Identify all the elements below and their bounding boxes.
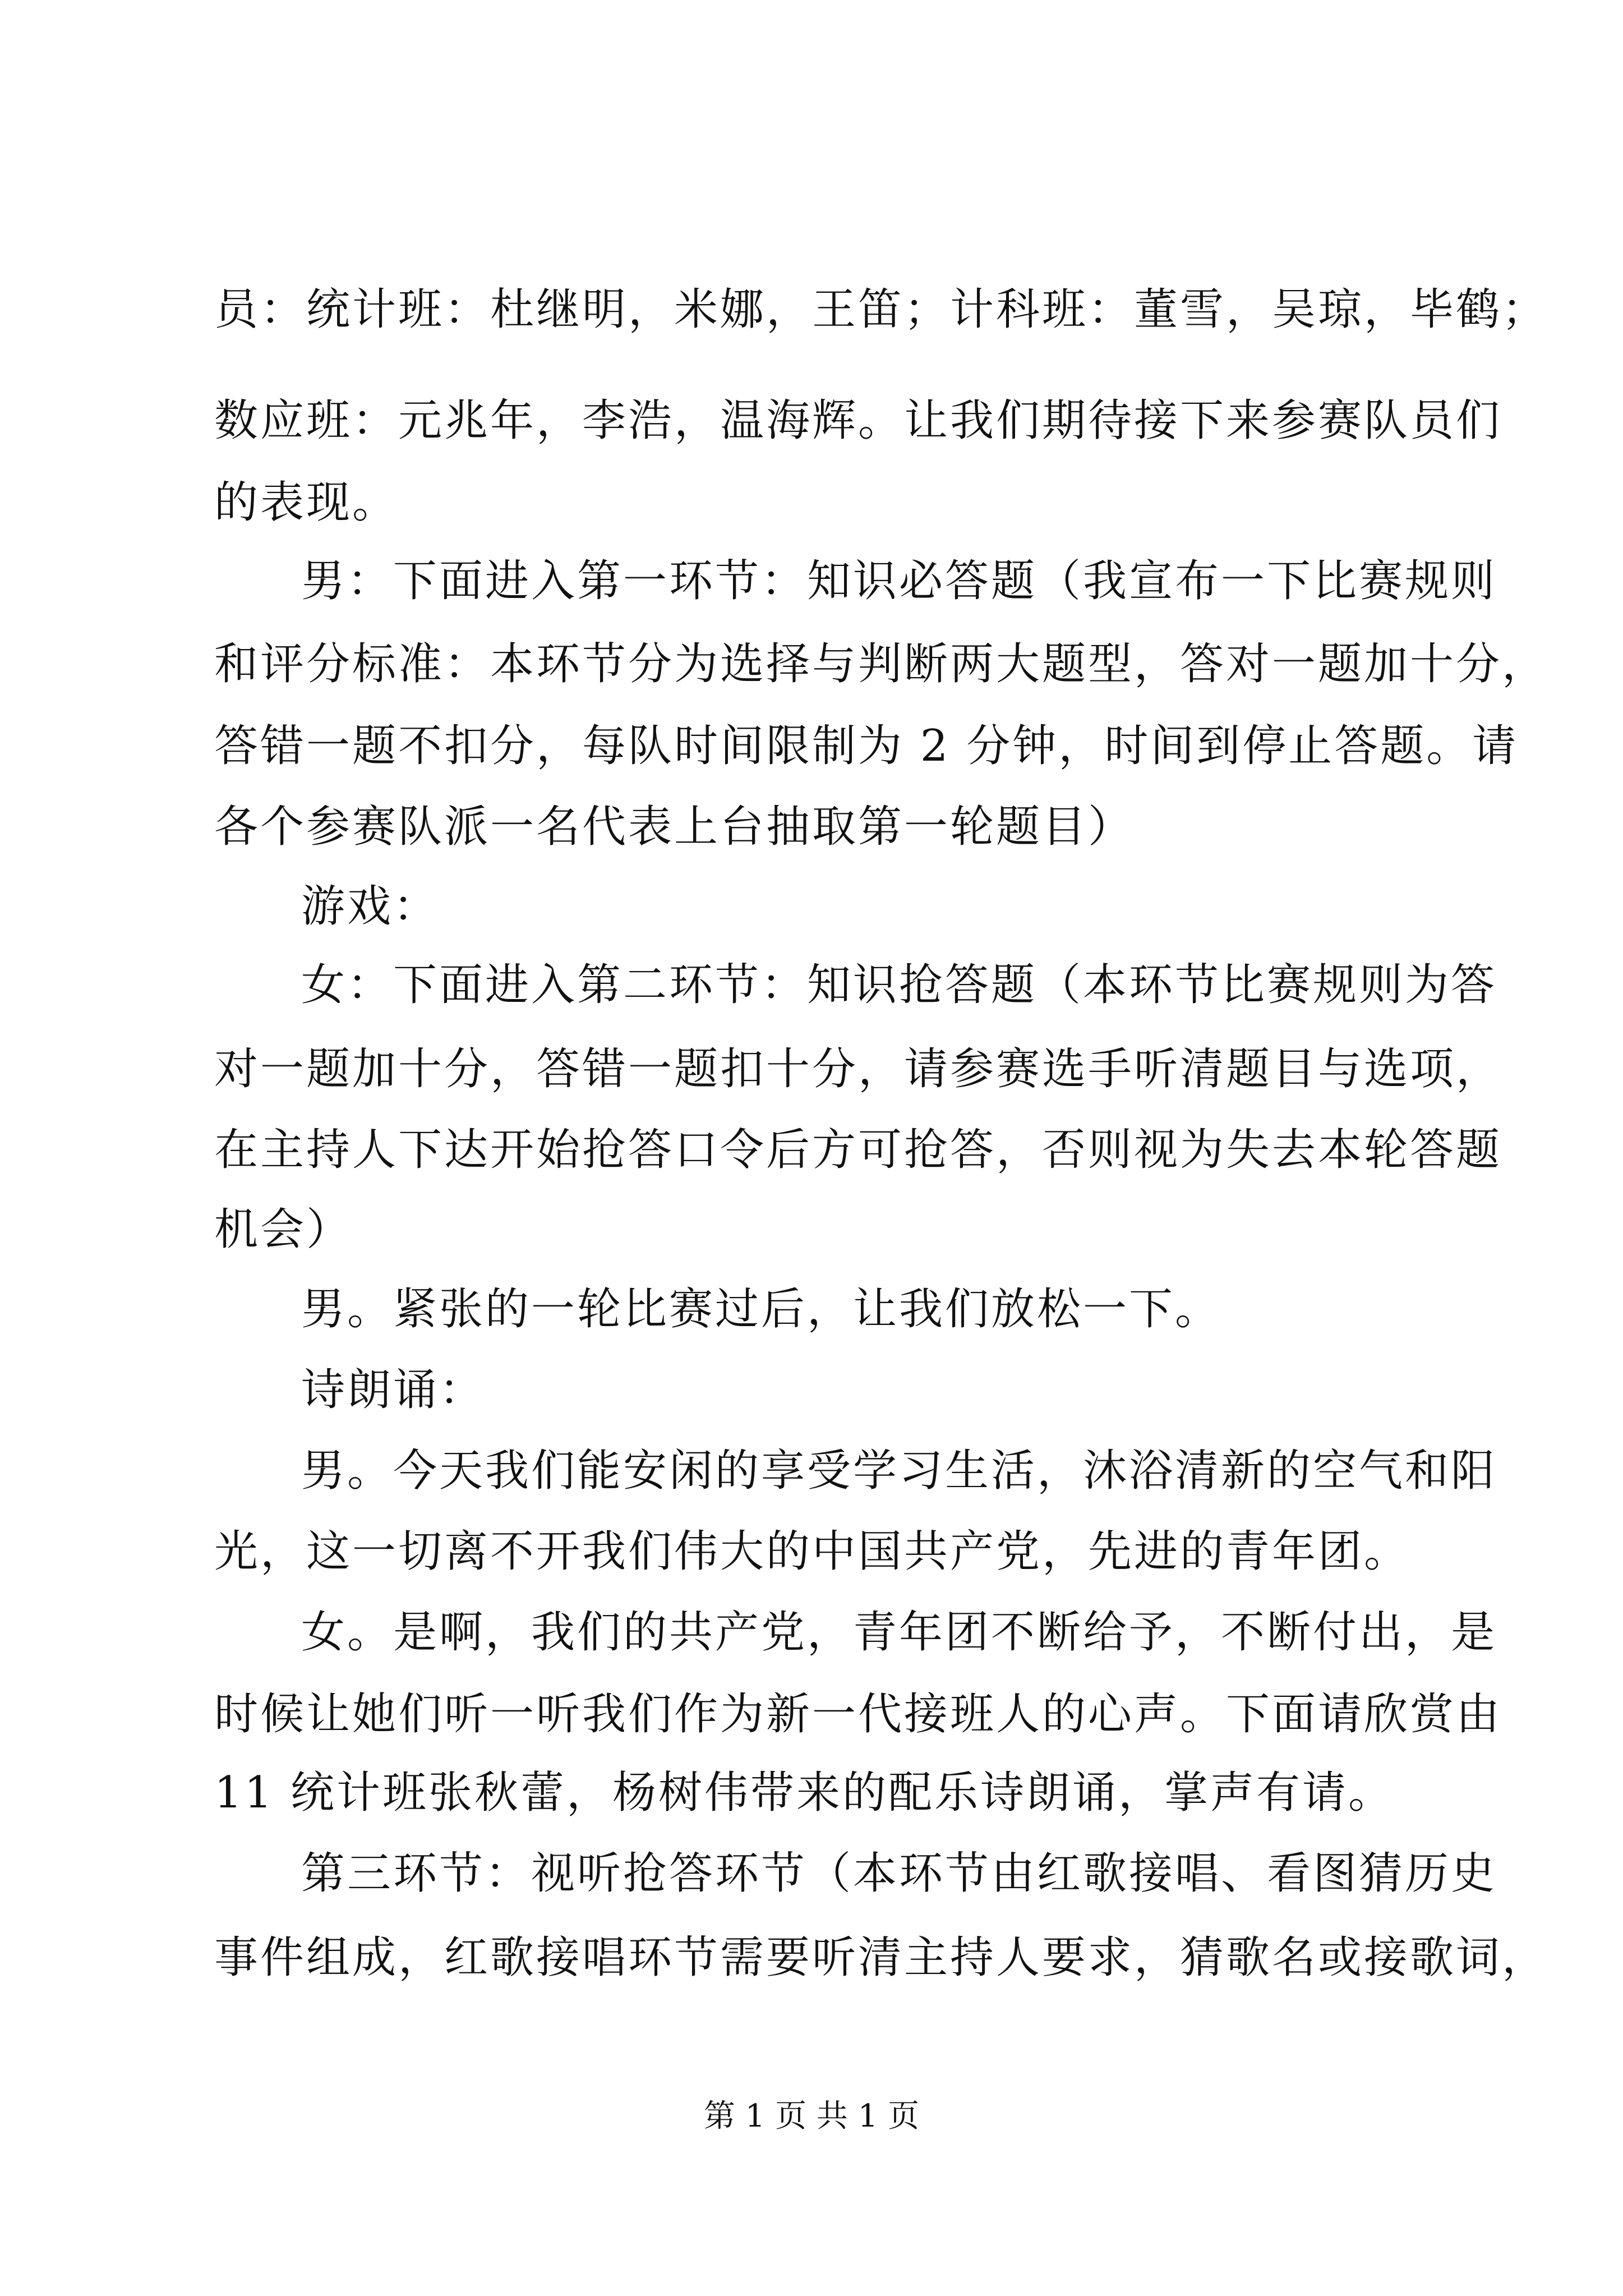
- text-line: 女：下面进入第二环节：知识抢答题（本环节比赛规则为答: [301, 960, 1497, 1010]
- text-line: 时候让她们听一听我们作为新一代接班人的心声。下面请欣赏由: [214, 1689, 1502, 1740]
- text-line: 数应班：元兆年，李浩，温海辉。让我们期待接下来参赛队员们: [214, 395, 1502, 446]
- text-line: 的表现。: [214, 477, 399, 528]
- text-line: 机会）: [214, 1204, 353, 1255]
- text-line: 游戏：: [301, 881, 440, 932]
- text-line: 各个参赛队派一名代表上台抽取第一轮题目）: [214, 802, 1135, 852]
- text-line: 11 统计班张秋蕾，杨树伟带来的配乐诗朗诵，掌声有请。: [214, 1768, 1395, 1818]
- text-line: 男。今天我们能安闲的享受学习生活，沐浴清新的空气和阳: [301, 1446, 1497, 1496]
- text-line: 男：下面进入第一环节：知识必答题（我宣布一下比赛规则: [301, 556, 1497, 606]
- text-line: 诗朗诵：: [301, 1365, 486, 1415]
- text-line: 答错一题不扣分，每队时间限制为 2 分钟，时间到停止答题。请: [214, 721, 1519, 771]
- text-line: 在主持人下达开始抢答口令后方可抢答，否则视为失去本轮答题: [214, 1125, 1502, 1175]
- text-line: 第三环节：视听抢答环节（本环节由红歌接唱、看图猜历史: [301, 1848, 1497, 1899]
- text-line: 男。紧张的一轮比赛过后，让我们放松一下。: [301, 1284, 1221, 1335]
- text-line: 光，这一切离不开我们伟大的中国共产党，先进的青年团。: [214, 1526, 1410, 1577]
- text-line: 和评分标准：本环节分为选择与判断两大题型，答对一题加十分，: [214, 639, 1548, 689]
- text-line: 对一题加十分，答错一题扣十分，请参赛选手听清题目与选项，: [214, 1044, 1502, 1094]
- text-line: 事件组成，红歌接唱环节需要听清主持人要求，猜歌名或接歌词，: [214, 1932, 1548, 1983]
- text-line: 员：统计班：杜继明，米娜，王笛；计科班：董雪，吴琼，毕鹤；: [214, 284, 1548, 335]
- text-line: 女。是啊，我们的共产党，青年团不断给予，不断付出，是: [301, 1607, 1497, 1658]
- page-number-footer: 第 1 页 共 1 页: [703, 2098, 920, 2134]
